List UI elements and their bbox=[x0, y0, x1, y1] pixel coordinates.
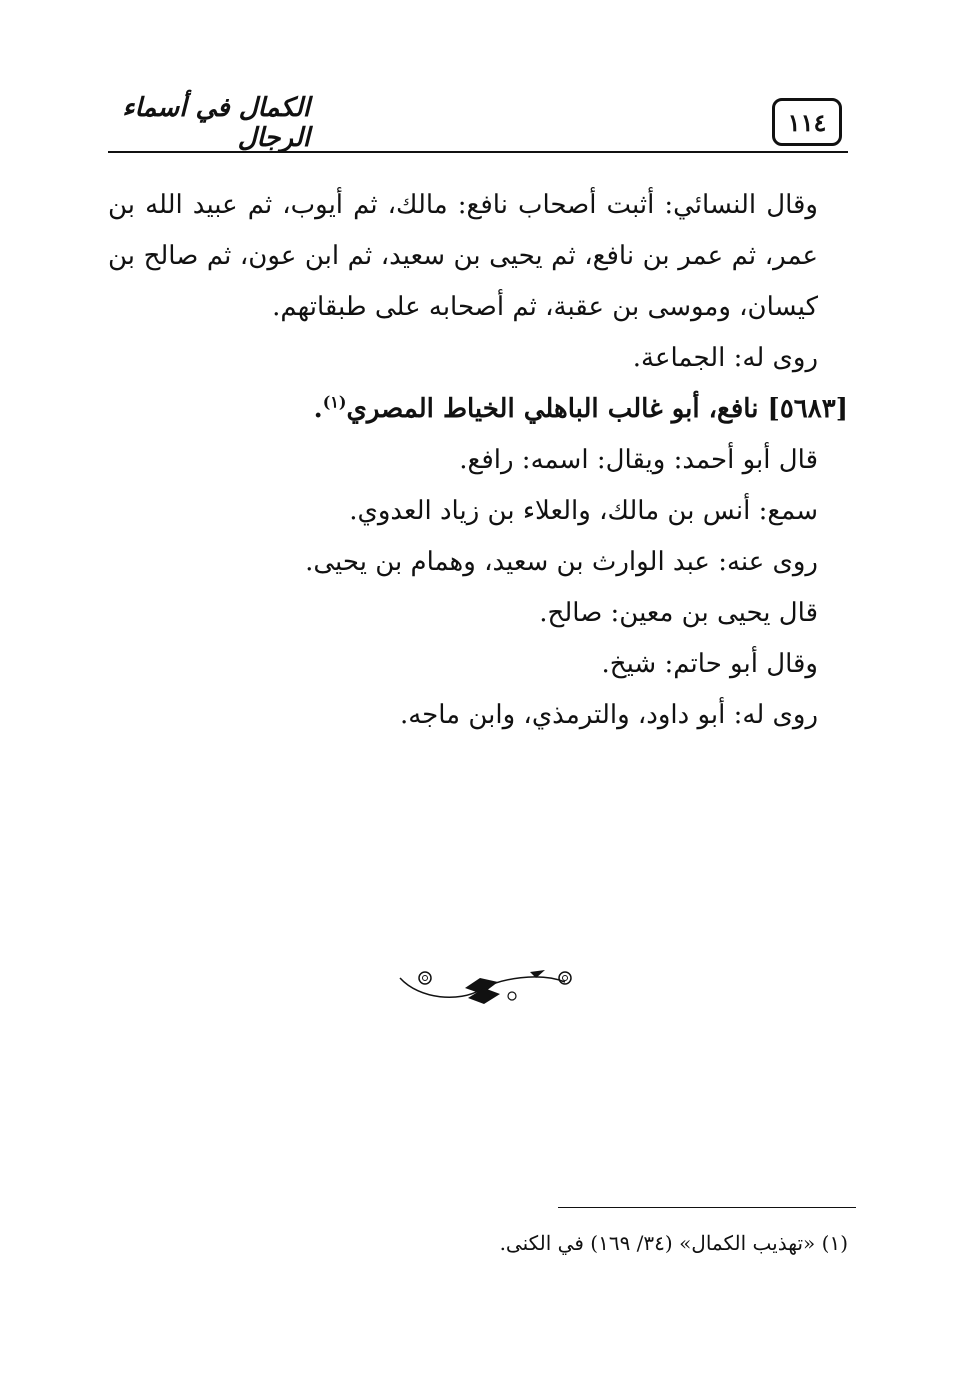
line-rawa-lahu-2: روى له: أبو داود، والترمذي، وابن ماجه. bbox=[399, 700, 818, 730]
entry-heading bbox=[108, 384, 848, 435]
paragraph-nasai: وقال النسائي: أثبت أصحاب نافع: مالك، ثم أيوب، ثم عبيد الله بن عمر، ثم عمر بن نافع، ثم يحيى بن سعيد، ثم ابن عون، ثم صالح بن كيسان، وموسى بن عقبة، ثم أصحابه على طبقاتهم. bbox=[108, 190, 818, 322]
footnote: (١) «تهذيب الكمال» (٣٤/ ١٦٩) في الكنى. bbox=[499, 1231, 848, 1255]
running-title: الكمال في أسماء الرجال bbox=[122, 93, 310, 153]
line-samia: سمع: أنس بن مالك، والعلاء بن زياد العدوي. bbox=[349, 496, 818, 526]
page-number: ١١٤ bbox=[772, 98, 842, 146]
footnote-ref[interactable]: (١) bbox=[322, 392, 347, 412]
main-text bbox=[108, 180, 848, 741]
line-rawa-lahu-1: روى له: الجماعة. bbox=[632, 343, 818, 373]
line-qala-ibn-main: قال يحيى بن معين: صالح. bbox=[539, 598, 818, 628]
header-rule bbox=[108, 151, 848, 153]
line-qala-abu-hatim: وقال أبو حاتم: شيخ. bbox=[601, 649, 818, 679]
entry-heading-text: [٥٦٨٣] نافع، أبو غالب الباهلي الخياط المصري bbox=[346, 394, 848, 424]
entry-heading-end: . bbox=[313, 394, 323, 424]
line-qala-abu-ahmad: قال أبو أحمد: ويقال: اسمه: رافع. bbox=[459, 445, 818, 475]
floral-ornament-icon bbox=[380, 960, 580, 1010]
footnote-rule bbox=[558, 1207, 856, 1208]
line-rawa-anhu: روى عنه: عبد الوارث بن سعيد، وهمام بن يحيى. bbox=[305, 547, 818, 577]
